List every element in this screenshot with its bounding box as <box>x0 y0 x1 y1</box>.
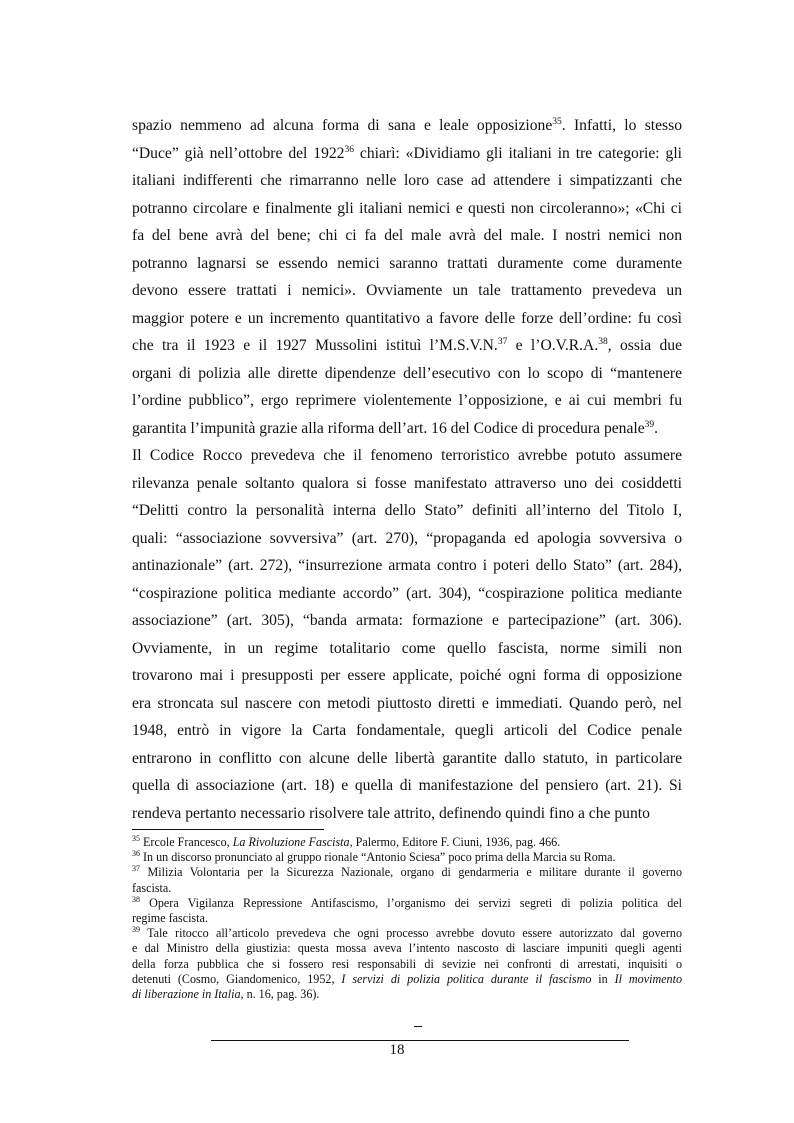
body-text-run: potranno circolare e finalmente gli italiani nemici e questi non circoleranno»; «Chi ci <box>132 199 682 217</box>
footnote-line <box>132 987 682 1002</box>
body-line <box>132 277 682 305</box>
body-text-run: Ovviamente, in un regime totalitario come quello fascista, norme simili non <box>132 639 682 657</box>
page-number: 18 <box>389 1042 405 1058</box>
body-text-run: trovarono mai i presupposti per essere applicate, poiché ogni forma di opposizione <box>132 667 682 684</box>
body-line <box>132 580 682 608</box>
body-text-run: maggior potere e un incremento quantitativo a favore delle forze dell’ordine: fu così <box>132 309 682 327</box>
footnotes <box>132 835 682 1002</box>
footnote-38 <box>132 896 682 926</box>
body-line <box>132 470 682 498</box>
body-line <box>132 387 682 415</box>
footnote-text: Opera Vigilanza Repressione Antifascismo, l’organismo dei servizi segreti di polizia politica del <box>149 895 682 910</box>
footnote-line <box>132 926 682 941</box>
body-text-run: quella di associazione (art. 18) e quella di manifestazione del pensiero (art. 21). Si <box>132 777 682 794</box>
body-line <box>132 195 682 223</box>
body-line <box>132 442 682 470</box>
footnote-text: , n. 16, pag. 36). <box>240 987 320 1002</box>
body-line <box>132 772 682 800</box>
body-text-run: potranno lagnarsi se essendo nemici saranno trattati duramente come duramente <box>132 254 682 272</box>
footnote-line <box>132 835 682 850</box>
body-line <box>132 635 682 663</box>
footnote-text: , Palermo, Editore F. Ciuni, 1936, pag. 466. <box>349 835 561 849</box>
body-text-run: “Duce” già nell’ottobre del 1922 <box>132 144 345 162</box>
footnote-36 <box>132 850 682 865</box>
footnote-number: 35 <box>132 833 140 843</box>
footnote-italic-text: I servizi di polizia politica durante il fascismo <box>341 971 592 986</box>
footnote-separator <box>132 829 324 830</box>
footnote-text: in <box>591 971 615 986</box>
footnote-number: 38 <box>132 894 140 904</box>
body-text-run: era stroncata sul nascere con metodi piuttosto diretti e immediati. Quando però, nel <box>132 694 682 712</box>
footnote-ref[interactable]: 38 <box>598 336 608 347</box>
body-line <box>132 415 682 443</box>
body-text-run: che tra il 1923 e il 1927 Mussolini istituì l’M.S.V.N. <box>132 337 498 354</box>
body-text-run: garantita l’impunità grazie alla riforma dell’art. 16 del Codice di procedura penale <box>132 419 645 437</box>
footnote-39 <box>132 926 682 1002</box>
body-line <box>132 662 682 690</box>
footnote-line <box>132 896 682 911</box>
body-text-run: rilevanza penale soltanto qualora si fosse manifestato attraverso uno dei cosiddetti <box>132 474 682 492</box>
footnote-ref[interactable]: 37 <box>497 336 508 347</box>
footnote-line <box>132 881 682 896</box>
footer-dash <box>414 1026 422 1027</box>
body-text-run: rendeva pertanto necessario risolvere tale attrito, definendo quindi fino a che punto <box>132 804 650 822</box>
body-text <box>132 112 682 827</box>
body-text-run: antinazionale” (art. 272), “insurrezione armata contro i poteri dello Stato” (art. 284), <box>132 557 682 574</box>
body-line <box>132 690 682 718</box>
footnote-text: In un discorso pronunciato al gruppo rionale “Antonio Sciesa” poco prima della Marcia su Roma. <box>143 850 616 865</box>
footnote-number: 39 <box>132 925 140 935</box>
body-text-run: 1948, entrò in vigore la Carta fondamentale, quegli articoli del Codice penale <box>132 722 682 739</box>
footnote-text: fascista. <box>132 880 172 895</box>
body-line <box>132 745 682 773</box>
body-line <box>132 332 682 360</box>
footnote-line <box>132 941 682 956</box>
body-line <box>132 250 682 278</box>
footnote-number: 37 <box>132 864 140 874</box>
footer-rule <box>211 1040 629 1041</box>
body-text-run: associazione” (art. 305), “banda armata: formazione e partecipazione” (art. 306). <box>132 612 682 629</box>
footnote-text: regime fascista. <box>132 911 208 926</box>
body-line <box>132 305 682 333</box>
body-text-run: italiani indifferenti che rimarranno nelle loro case ad attendere i simpatizzanti che <box>132 172 682 189</box>
body-text-run: l’ordine pubblico”, ergo reprimere violentemente l’opposizione, e ai cui membri fu <box>132 392 682 409</box>
footnote-text: della forza pubblica che si fossero resi responsabili di sevizie nei confronti di arrestati, inquisiti o <box>132 956 682 971</box>
footnote-text: detenuti (Cosmo, Giandomenico, 1952, <box>132 971 342 986</box>
footnote-line <box>132 957 682 972</box>
footnote-ref[interactable]: 35 <box>552 116 562 127</box>
body-line <box>132 140 682 168</box>
footnote-text: e dal Ministro della giustizia: questa mossa aveva l’intento nascosto di lasciare impuniti quegli agenti <box>132 941 682 956</box>
body-text-run: . Infatti, lo stesso <box>561 117 682 134</box>
body-text-run: organi di polizia alle dirette dipendenze dell’esecutivo con lo scopo di “mantenere <box>132 364 682 382</box>
footnote-italic-text: Il movimento <box>614 971 682 986</box>
body-text-run: quali: “associazione sovversiva” (art. 270), “propaganda ed apologia sovversiva o <box>132 529 682 547</box>
footnote-ref[interactable]: 39 <box>644 419 655 430</box>
body-line <box>132 800 682 828</box>
footnote-text: Tale ritocco all’articolo prevedeva che ogni processo avrebbe dovuto essere autorizzato dal governo <box>147 926 682 941</box>
footnote-line <box>132 865 682 880</box>
footnote-ref[interactable]: 36 <box>344 144 354 155</box>
body-line <box>132 497 682 525</box>
footnote-line <box>132 911 682 926</box>
body-text-run: “Delitti contro la personalità interna dello Stato” definiti all’interno del Titolo I, <box>132 502 682 519</box>
body-line <box>132 112 682 140</box>
body-text-run: chiarì: «Dividiamo gli italiani in tre categorie: gli <box>353 144 682 162</box>
footnote-number: 36 <box>132 849 140 859</box>
body-text-run: devono essere trattati i nemici». Ovviamente un tale trattamento prevedeva un <box>132 282 682 299</box>
body-line <box>132 552 682 580</box>
body-line <box>132 167 682 195</box>
body-text-run: entrarono in conflitto con alcune delle libertà garantite dallo statuto, in particolare <box>132 749 682 767</box>
body-line <box>132 222 682 250</box>
body-text-run: fa del bene avrà del bene; chi ci fa del male avrà del male. I nostri nemici non <box>132 227 682 244</box>
footnote-text: Milizia Volontaria per la Sicurezza Nazionale, organo di gendarmeria e militare durante il governo <box>147 865 682 880</box>
body-line <box>132 607 682 635</box>
footnote-line <box>132 850 682 865</box>
footnote-37 <box>132 865 682 895</box>
body-line <box>132 525 682 553</box>
body-line <box>132 360 682 388</box>
body-text-run: , ossia due <box>607 337 682 354</box>
footnote-35 <box>132 835 682 850</box>
footnote-italic-text: La Rivoluzione Fascista <box>232 835 350 849</box>
body-text-run: Il Codice Rocco prevedeva che il fenomeno terroristico avrebbe potuto assumere <box>132 447 682 464</box>
body-text-run: spazio nemmeno ad alcuna forma di sana e leale opposizione <box>132 117 553 134</box>
body-text-run: “cospirazione politica mediante accordo” (art. 304), “cospirazione politica mediante <box>132 584 682 602</box>
footnote-line <box>132 972 682 987</box>
body-line <box>132 717 682 745</box>
footnote-text: Ercole Francesco, <box>143 835 233 849</box>
body-text-run: . <box>654 419 659 437</box>
body-text-run: e l’O.V.R.A. <box>507 337 599 354</box>
footnote-italic-text: di liberazione in Italia <box>132 987 241 1002</box>
